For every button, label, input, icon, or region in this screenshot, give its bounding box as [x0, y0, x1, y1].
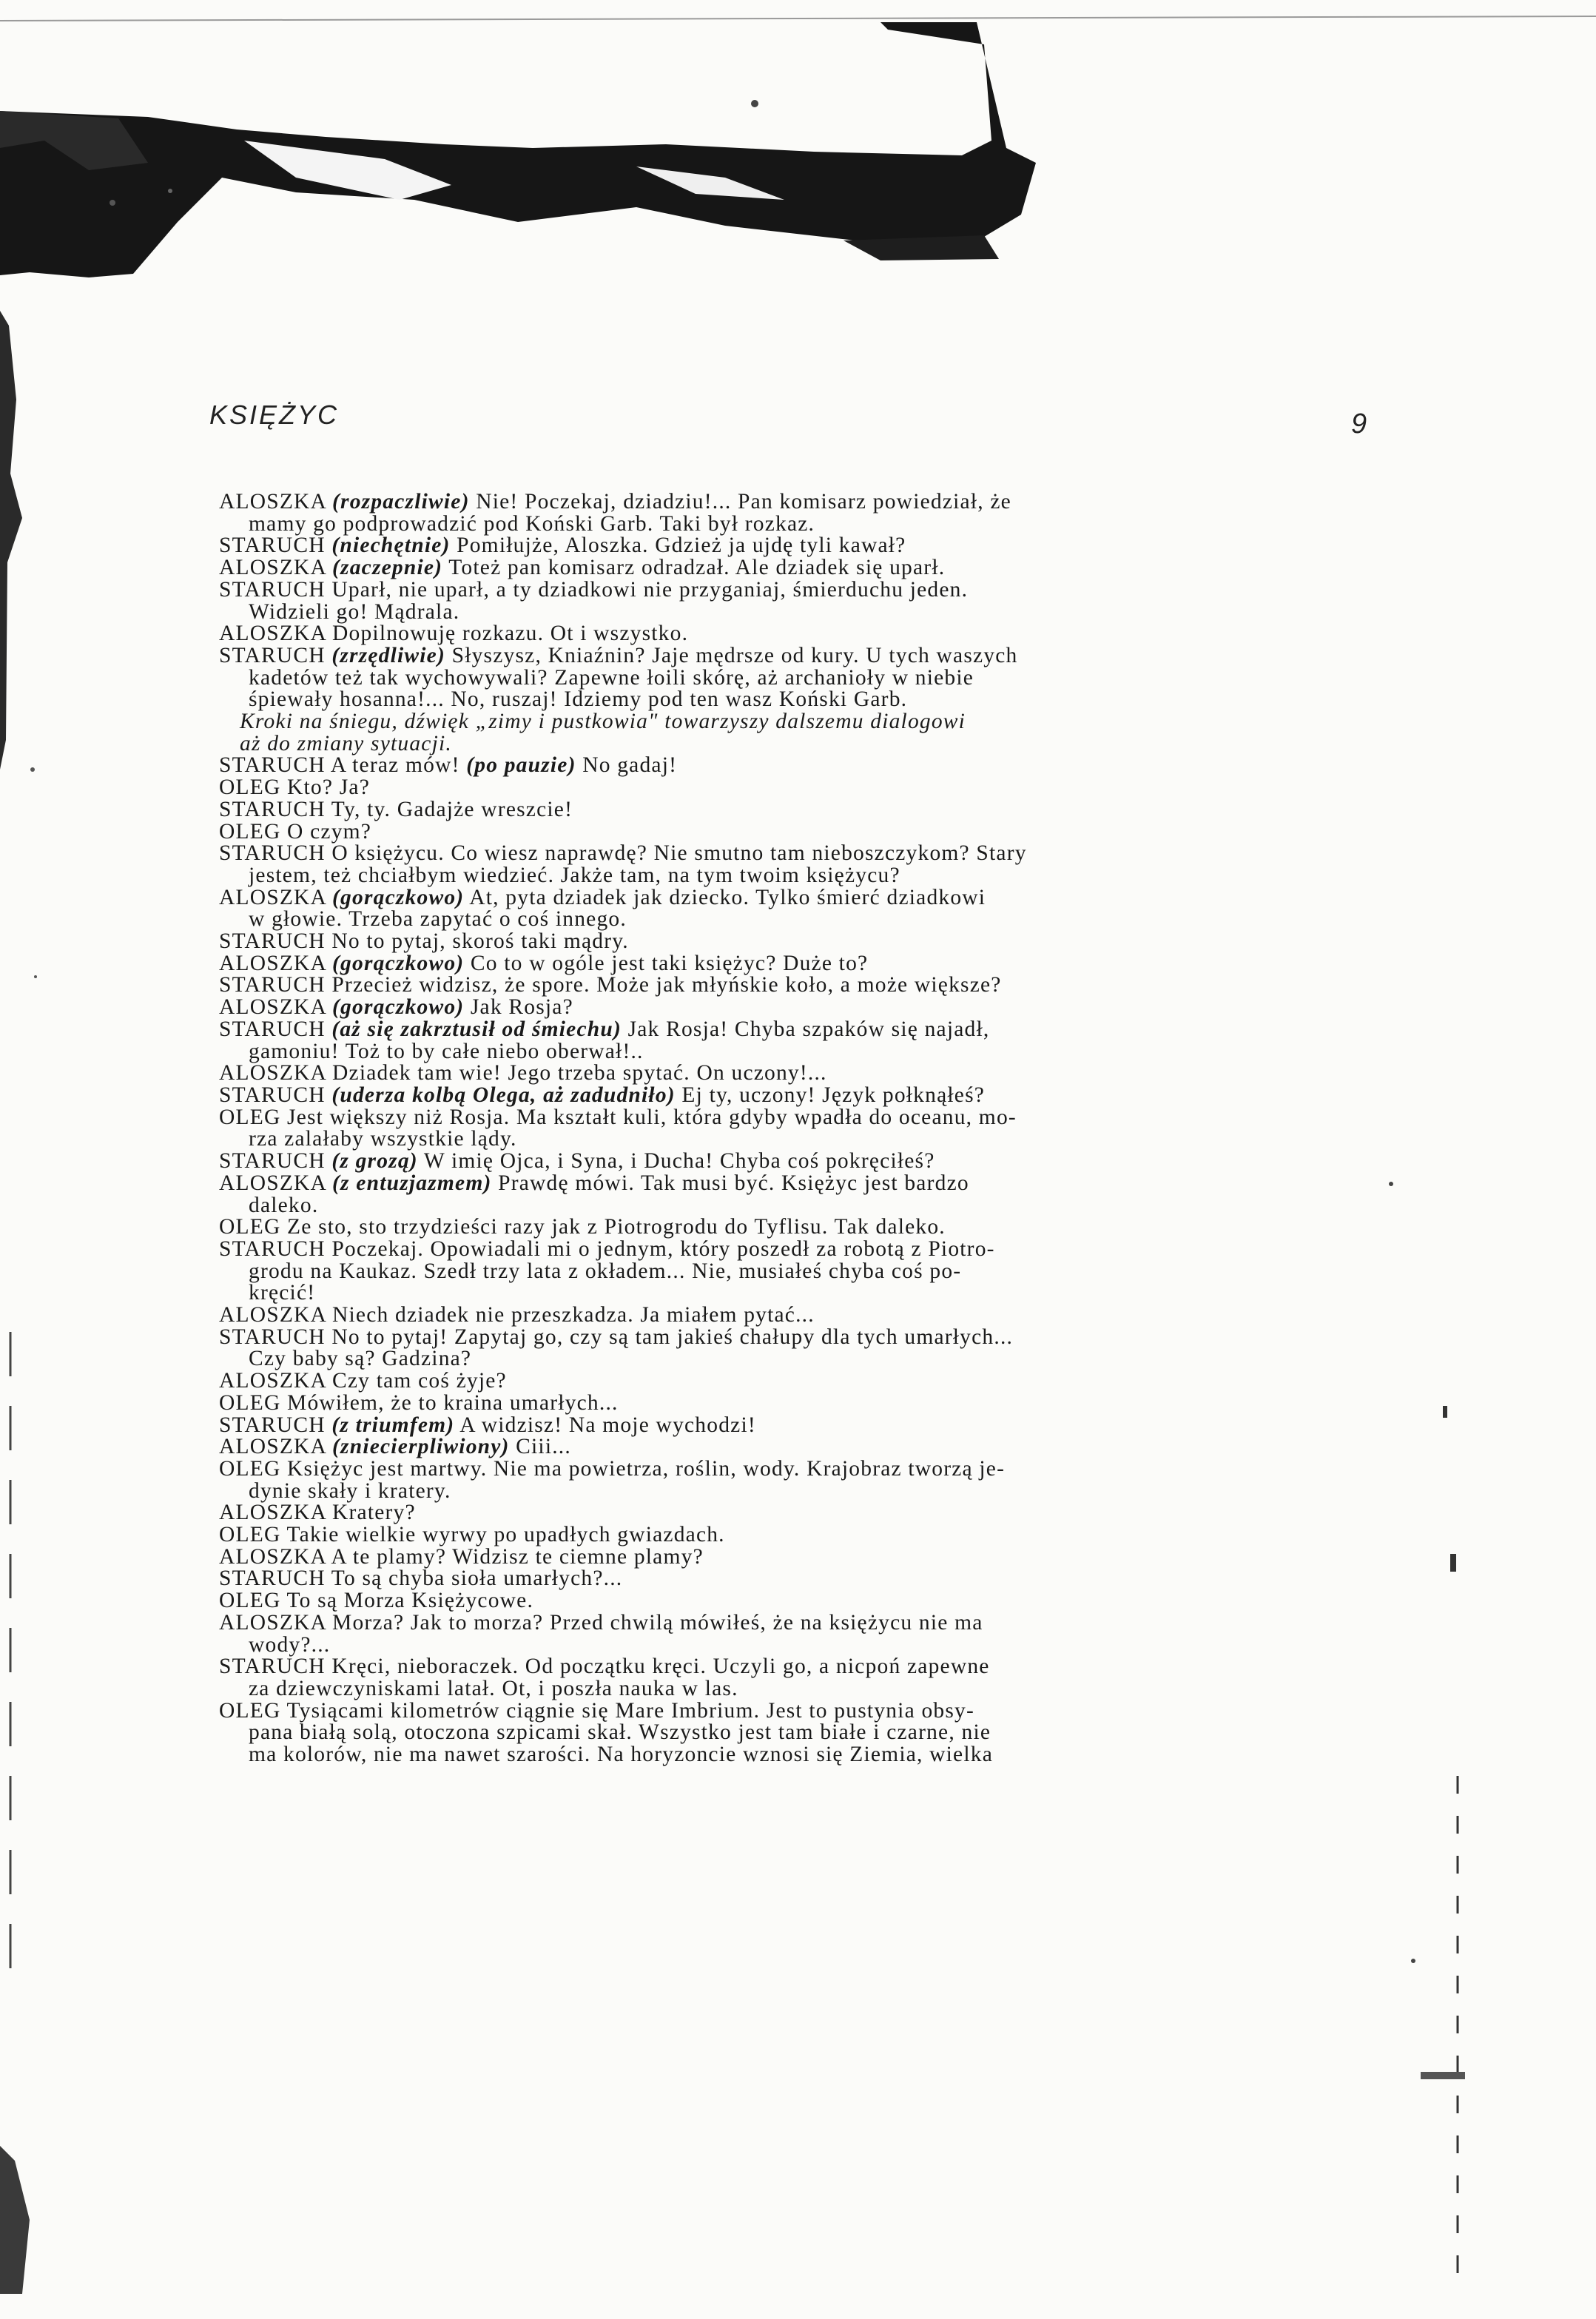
dialogue-continuation-line	[219, 1348, 1314, 1370]
speaker-name: STARUCH	[219, 841, 326, 866]
dialogue-continuation-line	[219, 1261, 1314, 1283]
dialogue-line	[219, 1590, 1314, 1612]
line-text: Tysiącami kilometrów ciągnie się Mare Imbrium. Jest to pustynia obsy-	[286, 1698, 974, 1723]
line-text: wody?...	[249, 1632, 331, 1657]
dialogue-line	[219, 799, 1314, 821]
dialogue-line	[219, 491, 1314, 514]
stage-direction: (z grozą)	[331, 1149, 418, 1174]
dialogue-line	[219, 535, 1314, 557]
speaker-name: STARUCH	[219, 1149, 326, 1174]
speaker-name: STARUCH	[219, 1325, 326, 1349]
dialogue-line	[219, 777, 1314, 799]
dialogue-continuation-line	[219, 1744, 1314, 1766]
speaker-name: ALOSZKA	[219, 490, 326, 514]
line-text: w głowie. Trzeba zapytać o coś innego.	[249, 907, 627, 932]
line-text: Takie wielkie wyrwy po upadłych gwiazdach.	[286, 1523, 725, 1547]
dialogue-line	[219, 1700, 1314, 1723]
dialogue-line	[219, 887, 1314, 909]
speaker-name: STARUCH	[219, 1566, 326, 1591]
line-text: Jak Rosja! Chyba szpaków się najadł,	[627, 1017, 990, 1041]
dialogue-continuation-line	[219, 511, 1314, 536]
dialogue-line	[219, 1173, 1314, 1195]
speaker-name: ALOSZKA	[219, 1610, 326, 1635]
dialogue-line	[219, 645, 1314, 667]
stage-direction-line	[219, 733, 1314, 755]
dialogue-line	[219, 1546, 1314, 1569]
speaker-name: STARUCH	[219, 1017, 326, 1041]
dialogue-continuation-line	[219, 909, 1314, 931]
line-text: Ciii...	[516, 1435, 571, 1459]
speaker-name: OLEG	[219, 1698, 281, 1723]
stage-direction-line	[219, 711, 1314, 733]
line-text: ma kolorów, nie ma nawet szarości. Na horyzoncie wznosi się Ziemia, wielka	[249, 1743, 993, 1767]
speaker-name: ALOSZKA	[219, 1435, 326, 1459]
speaker-name: ALOSZKA	[219, 1303, 326, 1327]
line-text: Nie! Poczekaj, dziadziu!... Pan komisarz powiedział, że	[476, 490, 1011, 514]
speaker-name: ALOSZKA	[219, 1544, 326, 1569]
line-text: A teraz mów!	[330, 753, 460, 778]
dialogue-line	[219, 1327, 1314, 1349]
line-text: Ze sto, sto trzydzieści razy jak z Piotrogrodu do Tyflisu. Tak daleko.	[287, 1215, 946, 1239]
line-text: A widzisz! Na moje wychodzi!	[459, 1413, 756, 1437]
dialogue-line	[219, 1436, 1314, 1458]
dialogue-line	[219, 1236, 1314, 1261]
line-text: kręcić!	[249, 1281, 316, 1305]
speaker-name: OLEG	[219, 1523, 281, 1547]
stage-direction: (po pauzie)	[466, 753, 576, 778]
line-text: mamy go podprowadzić pod Koński Garb. Taki był rozkaz.	[249, 511, 815, 536]
line-text: Słyszysz, Kniaźnin? Jaje mędrsze od kury. U tych waszych	[451, 643, 1018, 667]
line-text: jestem, też chciałbym wiedzieć. Jakże tam, na tym twoim księżycu?	[249, 863, 900, 887]
stage-direction: (uderza kolbą Olega, aż zadudniło)	[331, 1083, 676, 1107]
line-text: Kroki na śniegu, dźwięk „zimy i pustkowia" towarzyszy dalszemu dialogowi	[240, 710, 966, 734]
dialogue-line	[219, 579, 1314, 602]
line-text: O czym?	[287, 819, 372, 844]
line-text: Jest większy niż Rosja. Ma kształt kuli, która gdyby wpadła do oceanu, mo-	[287, 1105, 1017, 1129]
line-text: Widzieli go! Mądrala.	[249, 599, 460, 624]
stage-direction: (gorączkowo)	[332, 951, 465, 975]
stage-direction: (zaczepnie)	[332, 556, 443, 580]
speaker-name: OLEG	[219, 819, 281, 844]
speaker-name: STARUCH	[219, 1655, 326, 1679]
dialogue-continuation-line	[219, 1632, 1314, 1657]
line-text: To są Morza Księżycowe.	[286, 1589, 534, 1613]
line-text: Poczekaj. Opowiadali mi o jednym, który poszedł za robotą z Piotro-	[331, 1236, 995, 1261]
running-header-title: KSIĘŻYC	[209, 400, 340, 430]
dialogue-line	[219, 843, 1314, 865]
speaker-name: STARUCH	[219, 973, 326, 997]
dialogue-line	[219, 1568, 1314, 1590]
dialogue-line	[219, 1019, 1314, 1041]
dialogue-line	[219, 1524, 1314, 1546]
dialogue-line	[219, 1390, 1314, 1415]
play-dialogue	[219, 491, 1314, 1766]
dialogue-continuation-line	[219, 1478, 1314, 1503]
speaker-name: OLEG	[219, 1589, 281, 1613]
line-text: gamoniu! Toż to by całe niebo oberwał!..	[249, 1039, 644, 1063]
line-text: Co to w ogóle jest taki księżyc? Duże to?	[470, 951, 869, 975]
speaker-name: STARUCH	[219, 577, 326, 602]
line-text: Przecież widzisz, że spore. Może jak młyńskie koło, a może większe?	[331, 973, 1002, 997]
dialogue-line	[219, 557, 1314, 579]
line-text: pana białą solą, otoczona szpicami skał. Wszystko jest tam białe i czarne, nie	[249, 1720, 991, 1745]
stage-direction: (z triumfem)	[331, 1413, 455, 1437]
scan-edge-left	[0, 296, 59, 2294]
line-text: Ty, ty. Gadajże wreszcie!	[331, 797, 573, 821]
dialogue-line	[219, 931, 1314, 953]
scan-smudge-top	[0, 0, 1596, 289]
dialogue-continuation-line	[219, 599, 1314, 624]
dialogue-line	[219, 821, 1314, 844]
line-text: Kto? Ja?	[287, 775, 371, 800]
dialogue-continuation-line	[219, 689, 1314, 711]
line-text: Niech dziadek nie przeszkadza. Ja miałem pytać...	[332, 1303, 815, 1327]
line-text: grodu na Kaukaz. Szedł trzy lata z okładem... Nie, musiałeś chyba coś po-	[249, 1259, 962, 1283]
line-text: O księżycu. Co wiesz naprawdę? Nie smutno tam nieboszczykom? Stary	[331, 841, 1027, 866]
line-text: Toteż pan komisarz odradzał. Ale dziadek się uparł.	[448, 556, 946, 580]
dialogue-continuation-line	[219, 865, 1314, 887]
dialogue-line	[219, 1305, 1314, 1327]
line-text: aż do zmiany sytuacji.	[240, 731, 452, 755]
speaker-name: STARUCH	[219, 929, 326, 954]
stage-direction: (zrzędliwie)	[331, 643, 446, 667]
speaker-name: STARUCH	[219, 643, 326, 667]
dialogue-line	[219, 1216, 1314, 1239]
dialogue-line	[219, 1458, 1314, 1481]
dialogue-line	[219, 1085, 1314, 1107]
speaker-name: ALOSZKA	[219, 1369, 326, 1393]
speaker-name: ALOSZKA	[219, 622, 326, 646]
line-text: Ej ty, uczony! Język połknąłeś?	[681, 1083, 986, 1107]
page-number: 9	[1351, 408, 1367, 440]
line-text: kadetów też tak wychowywali? Zapewne łoili skórę, aż archanioły w niebie	[249, 665, 974, 690]
line-text: No gadaj!	[582, 753, 678, 778]
line-text: No to pytaj, skoroś taki mądry.	[331, 929, 629, 954]
dialogue-continuation-line	[219, 1041, 1314, 1063]
line-text: Czy baby są? Gadzina?	[249, 1347, 472, 1371]
dialogue-line	[219, 975, 1314, 997]
line-text: Księżyc jest martwy. Nie ma powietrza, roślin, wody. Krajobraz tworzą je-	[287, 1456, 1006, 1481]
dialogue-continuation-line	[219, 1195, 1314, 1217]
stage-direction: (rozpaczliwie)	[332, 490, 470, 514]
line-text: daleko.	[249, 1193, 319, 1217]
line-text: Jak Rosja?	[470, 995, 573, 1020]
dialogue-line	[219, 1612, 1314, 1635]
speaker-name: ALOSZKA	[219, 885, 326, 909]
speaker-name: ALOSZKA	[219, 556, 326, 580]
line-text: Uparł, nie uparł, a ty dziadkowi nie przyganiaj, śmierduchu jeden.	[331, 577, 969, 602]
speaker-name: ALOSZKA	[219, 1061, 326, 1086]
dialogue-continuation-line	[219, 1722, 1314, 1744]
dialogue-line	[219, 623, 1314, 645]
dialogue-line	[219, 953, 1314, 975]
line-text: A te plamy? Widzisz te ciemne plamy?	[331, 1544, 704, 1569]
dialogue-line	[219, 1151, 1314, 1173]
speaker-name: OLEG	[219, 1215, 281, 1239]
speaker-name: STARUCH	[219, 797, 326, 821]
speaker-name: OLEG	[219, 775, 281, 800]
stage-direction: (gorączkowo)	[332, 885, 465, 909]
dialogue-line	[219, 1502, 1314, 1524]
speaker-name: STARUCH	[219, 534, 326, 558]
line-text: Pomiłujże, Aloszka. Gdzież ja ujdę tyli kawał?	[457, 534, 906, 558]
line-text: za dziewczyniskami latał. Ot, i poszła nauka w las.	[249, 1676, 738, 1700]
line-text: rza zalałaby wszystkie lądy.	[249, 1127, 517, 1151]
line-text: At, pyta dziadek jak dziecko. Tylko śmierć dziadkowi	[469, 885, 986, 909]
speaker-name: ALOSZKA	[219, 995, 326, 1020]
dialogue-line	[219, 1107, 1314, 1129]
line-text: W imię Ojca, i Syna, i Ducha! Chyba coś pokręciłeś?	[423, 1149, 935, 1174]
speaker-name: STARUCH	[219, 1083, 326, 1107]
dialogue-continuation-line	[219, 1678, 1314, 1700]
line-text: Prawdę mówi. Tak musi być. Księżyc jest bardzo	[498, 1171, 969, 1195]
line-text: Kręci, nieboraczek. Od początku kręci. Uczyli go, a nicpoń zapewne	[331, 1655, 990, 1679]
stage-direction: (niechętnie)	[331, 534, 451, 558]
dialogue-continuation-line	[219, 1282, 1314, 1305]
dialogue-continuation-line	[219, 1128, 1314, 1151]
dialogue-line	[219, 1415, 1314, 1437]
stage-direction: (aż się zakrztusił od śmiechu)	[331, 1017, 622, 1041]
speaker-name: ALOSZKA	[219, 1501, 326, 1525]
stage-direction: (z entuzjazmem)	[332, 1171, 492, 1195]
dialogue-line	[219, 1063, 1314, 1085]
dialogue-line	[219, 1656, 1314, 1678]
dialogue-line	[219, 755, 1314, 777]
line-text: Kratery?	[332, 1501, 416, 1525]
line-text: dynie skały i kratery.	[249, 1478, 451, 1503]
speaker-name: STARUCH	[219, 753, 326, 778]
line-text: Dopilnowuję rozkazu. Ot i wszystko.	[332, 622, 689, 646]
speaker-name: OLEG	[219, 1105, 281, 1129]
speaker-name: STARUCH	[219, 1236, 326, 1261]
stage-direction: (zniecierpliwiony)	[332, 1435, 510, 1459]
line-text: Czy tam coś żyje?	[332, 1369, 507, 1393]
speaker-name: OLEG	[219, 1390, 281, 1415]
speaker-name: ALOSZKA	[219, 951, 326, 975]
dialogue-line	[219, 997, 1314, 1019]
dialogue-continuation-line	[219, 667, 1314, 690]
line-text: No to pytaj! Zapytaj go, czy są tam jakieś chałupy dla tych umarłych...	[331, 1325, 1014, 1349]
line-text: Dziadek tam wie! Jego trzeba spytać. On uczony!...	[332, 1061, 827, 1086]
scan-edge-right	[1347, 296, 1495, 2294]
dialogue-line	[219, 1370, 1314, 1393]
line-text: To są chyba sioła umarłych?...	[331, 1566, 623, 1591]
line-text: Morza? Jak to morza? Przed chwilą mówiłeś, że na księżycu nie ma	[332, 1610, 983, 1635]
line-text: śpiewały hosanna!... No, ruszaj! Idziemy pod ten wasz Koński Garb.	[249, 687, 908, 712]
stage-direction: (gorączkowo)	[332, 995, 465, 1020]
speaker-name: OLEG	[219, 1456, 281, 1481]
speaker-name: STARUCH	[219, 1413, 326, 1437]
speaker-name: ALOSZKA	[219, 1171, 326, 1195]
line-text: Mówiłem, że to kraina umarłych...	[287, 1390, 619, 1415]
